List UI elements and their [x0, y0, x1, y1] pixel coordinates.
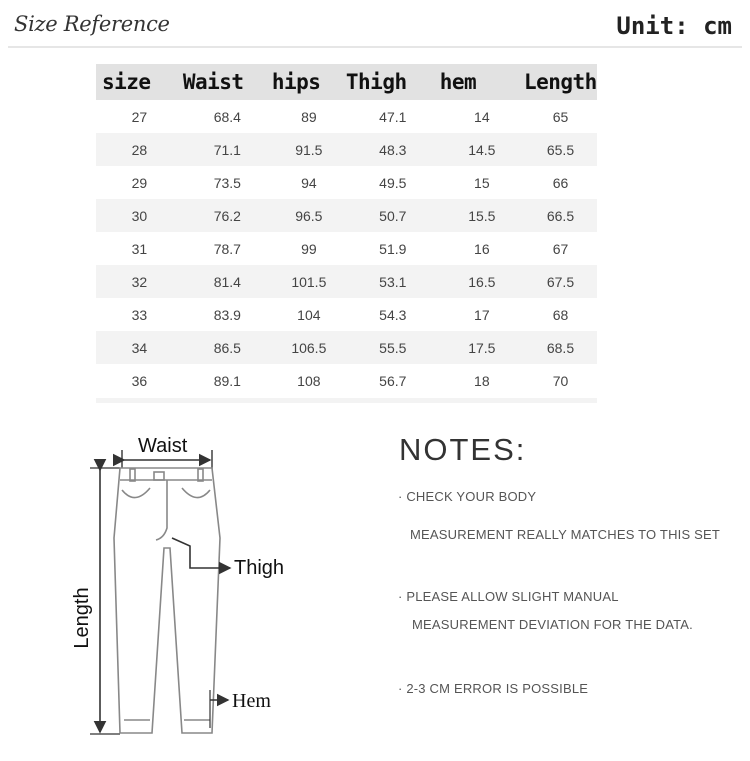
cell-hips: 96.5: [272, 199, 346, 232]
cell-hem: 17: [474, 306, 490, 323]
cell-thigh: 54.3: [379, 306, 407, 323]
cell-thigh: 56.7: [379, 372, 407, 389]
cell-hips: 94: [301, 174, 317, 191]
page-title: Size Reference: [14, 12, 170, 36]
cell-hips: 101.5: [272, 265, 346, 298]
cell-thigh: 49.5: [379, 174, 407, 191]
cell-length: 67.5: [524, 265, 597, 298]
cell-waist: 71.1: [183, 133, 272, 166]
cell-thigh: 48.3: [346, 133, 440, 166]
hem-label: Hem: [232, 690, 271, 712]
cell-hem: 17.5: [440, 331, 524, 364]
divider: [8, 46, 742, 48]
cell-length: 66: [552, 174, 569, 191]
cell-size: 27: [131, 108, 148, 125]
cell-length: 65: [552, 108, 569, 125]
cell-hips: 99: [301, 240, 317, 257]
length-label: Length: [71, 587, 93, 649]
cell-length: 68.5: [524, 331, 597, 364]
jeans-illustration: [60, 428, 340, 756]
size-table: [96, 64, 597, 397]
table-row: [96, 100, 597, 133]
table-row: [96, 298, 597, 331]
cell-size: 28: [96, 133, 183, 166]
cell-thigh: 53.1: [346, 265, 440, 298]
cell-hips: 108: [297, 372, 321, 389]
table-row: [96, 166, 597, 199]
column-header-waist: Waist: [183, 64, 272, 100]
cell-length: 67: [552, 240, 569, 257]
cell-waist: 89.1: [213, 372, 241, 389]
table-header-row: [96, 64, 597, 100]
cell-waist: 78.7: [213, 240, 241, 257]
cell-length: 68: [552, 306, 569, 323]
cell-thigh: 51.9: [379, 240, 407, 257]
cell-thigh: 55.5: [346, 331, 440, 364]
table-row: [96, 199, 597, 232]
cell-hem: 14: [474, 108, 490, 125]
table-row: [96, 133, 597, 166]
note-line-3: · PLEASE ALLOW SLIGHT MANUAL: [398, 589, 619, 604]
cell-length: 66.5: [524, 199, 597, 232]
cell-hem: 18: [474, 372, 490, 389]
cell-hips: 106.5: [272, 331, 346, 364]
cell-size: 34: [96, 331, 183, 364]
cell-waist: 86.5: [183, 331, 272, 364]
cell-hips: 89: [301, 108, 317, 125]
cell-size: 31: [131, 240, 148, 257]
cell-waist: 68.4: [213, 108, 241, 125]
cell-size: 29: [131, 174, 148, 191]
cell-hem: 14.5: [440, 133, 524, 166]
cell-waist: 76.2: [183, 199, 272, 232]
thigh-label: Thigh: [234, 557, 285, 579]
column-header-size: size: [96, 64, 183, 100]
cell-thigh: 47.1: [379, 108, 407, 125]
cell-hips: 104: [297, 306, 321, 323]
cell-length: 70: [552, 372, 569, 389]
cell-size: 33: [131, 306, 148, 323]
table-footer-band: [96, 398, 597, 403]
table-row: [96, 364, 597, 397]
cell-hem: 16.5: [440, 265, 524, 298]
note-line-4: MEASUREMENT DEVIATION FOR THE DATA.: [412, 617, 693, 632]
cell-size: 36: [131, 372, 148, 389]
cell-hips: 91.5: [272, 133, 346, 166]
column-header-length: Length: [524, 64, 597, 100]
cell-hem: 16: [474, 240, 490, 257]
notes-title: NOTES:: [399, 432, 527, 467]
table-row: [96, 331, 597, 364]
table-row: [96, 232, 597, 265]
unit-label: Unit: cm: [616, 12, 732, 40]
cell-size: 30: [96, 199, 183, 232]
note-line-5: · 2-3 CM ERROR IS POSSIBLE: [398, 681, 589, 696]
cell-waist: 81.4: [183, 265, 272, 298]
column-header-hips: hips: [272, 64, 346, 100]
table-row: [96, 265, 597, 298]
cell-waist: 73.5: [213, 174, 241, 191]
jeans-diagram: [60, 428, 340, 756]
cell-thigh: 50.7: [346, 199, 440, 232]
waist-label: Waist: [138, 435, 188, 457]
cell-hem: 15.5: [440, 199, 524, 232]
cell-length: 65.5: [524, 133, 597, 166]
note-line-2: MEASUREMENT REALLY MATCHES TO THIS SET: [410, 527, 721, 542]
cell-hem: 15: [474, 174, 490, 191]
note-line-1: · CHECK YOUR BODY: [398, 489, 537, 504]
cell-size: 32: [96, 265, 183, 298]
column-header-hem: hem: [440, 64, 524, 100]
cell-waist: 83.9: [213, 306, 241, 323]
column-header-thigh: Thigh: [346, 64, 440, 100]
